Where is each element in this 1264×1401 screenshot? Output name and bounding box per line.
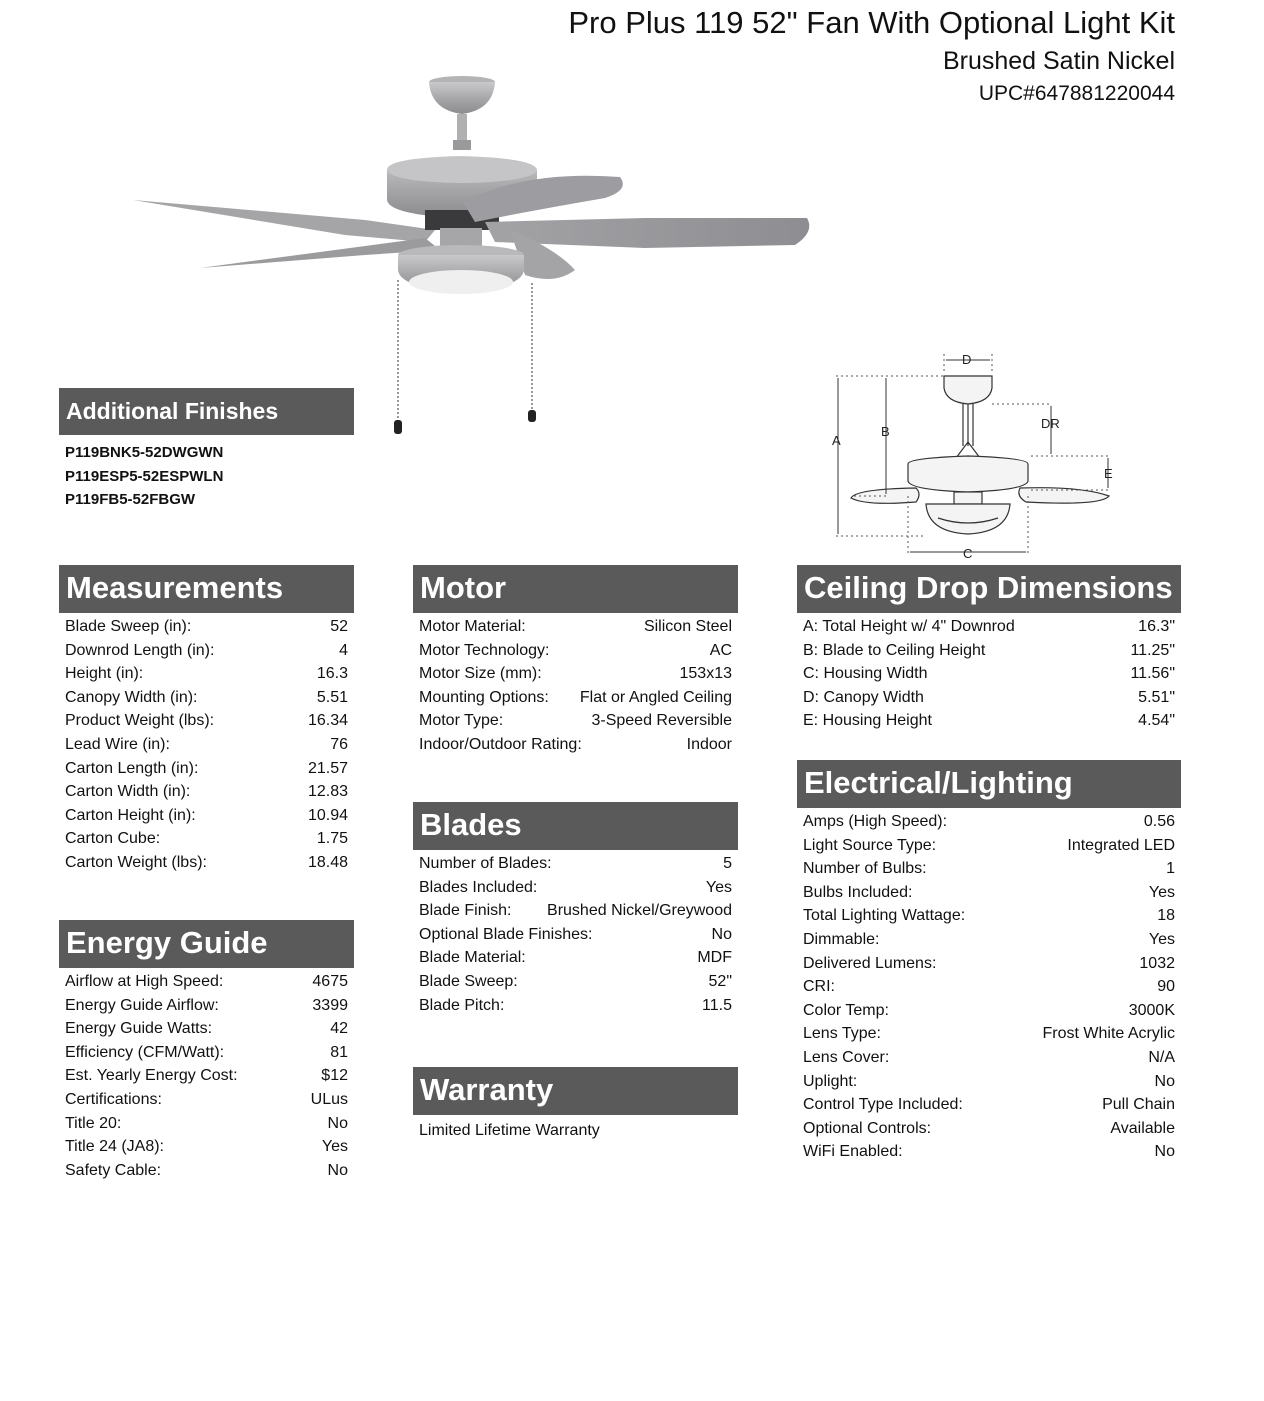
spec-row <box>65 686 348 710</box>
spec-value: 18 <box>1157 907 1175 925</box>
finish-subtitle: Brushed Satin Nickel <box>942 47 1175 75</box>
measurements-section <box>59 565 354 875</box>
spec-value: Available <box>1110 1119 1175 1137</box>
measurements-heading: Measurements <box>59 565 354 613</box>
spec-row <box>65 851 348 875</box>
page-title: Pro Plus 119 52" Fan With Optional Light Kit <box>568 5 1175 40</box>
spec-row <box>803 686 1175 710</box>
spec-row <box>65 1088 348 1112</box>
additional-finishes-heading: Additional Finishes <box>59 388 354 435</box>
spec-value: AC <box>709 641 732 659</box>
spec-row <box>803 975 1175 999</box>
diagram-label-b: B <box>881 424 890 439</box>
spec-row <box>65 1112 348 1136</box>
spec-value: MDF <box>697 949 732 967</box>
spec-row <box>65 780 348 804</box>
spec-label: Downrod Length (in): <box>65 641 215 659</box>
spec-label: Blade Sweep: <box>419 972 518 990</box>
spec-label: Carton Cube: <box>65 830 161 848</box>
spec-value: 76 <box>330 735 348 753</box>
spec-value: No <box>1154 1143 1175 1161</box>
spec-row <box>803 1117 1175 1141</box>
ceiling-drop-heading: Ceiling Drop Dimensions <box>797 565 1181 613</box>
spec-value: 42 <box>330 1020 348 1038</box>
finish-item: P119FB5-52FBGW <box>65 491 196 508</box>
spec-label: Amps (High Speed): <box>803 813 948 830</box>
spec-label: Carton Height (in): <box>65 806 196 824</box>
electrical-section <box>797 760 1181 1164</box>
spec-label: Energy Guide Watts: <box>65 1020 213 1038</box>
spec-row <box>803 615 1175 639</box>
spec-label: Dimmable: <box>803 930 880 948</box>
dimension-diagram <box>826 346 1126 566</box>
spec-label: Delivered Lumens: <box>803 954 937 972</box>
spec-label: Carton Length (in): <box>65 759 199 777</box>
diagram-label-dr: DR <box>1041 416 1060 431</box>
spec-value: 3399 <box>312 996 348 1014</box>
spec-row <box>419 994 732 1018</box>
spec-label: Mounting Options: <box>419 688 549 706</box>
spec-value: 52" <box>708 972 732 990</box>
spec-value: 4675 <box>312 973 348 990</box>
spec-value: 4 <box>339 641 348 659</box>
spec-label: Number of Blades: <box>419 855 552 872</box>
spec-label: Uplight: <box>803 1072 858 1090</box>
blades-heading: Blades <box>413 802 738 850</box>
blades-table <box>413 852 738 1017</box>
spec-value: 16.3" <box>1138 618 1175 635</box>
spec-row <box>419 876 732 900</box>
spec-value: 11.5 <box>702 996 732 1014</box>
motor-section <box>413 565 738 757</box>
spec-value: Silicon Steel <box>643 618 732 635</box>
spec-row <box>65 1159 348 1183</box>
spec-label: Height (in): <box>65 665 144 683</box>
spec-label: Total Lighting Wattage: <box>803 907 966 925</box>
energy-guide-section <box>59 920 354 1182</box>
diagram-label-e: E <box>1104 466 1113 481</box>
spec-label: D: Canopy Width <box>803 688 924 706</box>
finish-item: P119BNK5-52DWGWN <box>65 444 224 461</box>
spec-label: B: Blade to Ceiling Height <box>803 641 986 659</box>
spec-label: Indoor/Outdoor Rating: <box>419 735 582 753</box>
warranty-section <box>413 1067 738 1143</box>
spec-label: Blade Sweep (in): <box>65 618 192 635</box>
spec-label: Product Weight (lbs): <box>65 712 215 730</box>
spec-label: Light Source Type: <box>803 836 937 854</box>
spec-label: Optional Blade Finishes: <box>419 925 593 943</box>
spec-value: 16.3 <box>316 665 348 683</box>
spec-row <box>803 999 1175 1023</box>
spec-label: Lead Wire (in): <box>65 735 170 753</box>
spec-label: Efficiency (CFM/Watt): <box>65 1043 225 1061</box>
spec-value: 21.57 <box>307 759 348 777</box>
spec-value: 153x13 <box>679 665 732 683</box>
spec-label: Title 20: <box>65 1114 122 1132</box>
upc-code: UPC#647881220044 <box>978 82 1175 105</box>
spec-label: Motor Material: <box>419 618 526 635</box>
spec-value: 3000K <box>1128 1001 1175 1019</box>
spec-value: 5.51" <box>1138 688 1175 706</box>
spec-value: 10.94 <box>307 806 348 824</box>
spec-row <box>803 928 1175 952</box>
spec-label: Title 24 (JA8): <box>65 1138 164 1156</box>
ceiling-drop-table <box>797 615 1181 733</box>
spec-label: Canopy Width (in): <box>65 688 198 706</box>
diagram-label-d: D <box>962 352 972 367</box>
spec-label: CRI: <box>803 978 835 996</box>
spec-value: 52 <box>330 618 348 635</box>
spec-row <box>65 639 348 663</box>
spec-value: $12 <box>321 1067 348 1085</box>
spec-value: No <box>711 925 732 943</box>
spec-label: C: Housing Width <box>803 665 928 683</box>
spec-row <box>803 709 1175 733</box>
warranty-heading: Warranty <box>413 1067 738 1115</box>
spec-value: Yes <box>705 878 732 896</box>
spec-value: No <box>327 1114 348 1132</box>
spec-value: 5 <box>723 855 732 872</box>
spec-value: Yes <box>1148 883 1175 901</box>
spec-value: No <box>1154 1072 1175 1090</box>
spec-label: Optional Controls: <box>803 1119 932 1137</box>
motor-heading: Motor <box>413 565 738 613</box>
spec-label: E: Housing Height <box>803 712 932 730</box>
electrical-heading: Electrical/Lighting <box>797 760 1181 808</box>
spec-value: 16.34 <box>307 712 348 730</box>
spec-row <box>419 946 732 970</box>
spec-label: Number of Bulbs: <box>803 860 927 878</box>
spec-row <box>419 709 732 733</box>
spec-value: 12.83 <box>307 783 348 801</box>
measurements-table <box>59 615 354 875</box>
spec-row <box>65 1017 348 1041</box>
motor-table <box>413 615 738 757</box>
spec-label: A: Total Height w/ 4" Downrod <box>803 618 1015 635</box>
spec-row <box>803 904 1175 928</box>
spec-label: Motor Technology: <box>419 641 550 659</box>
spec-label: Motor Type: <box>419 712 504 730</box>
spec-value: 5.51 <box>316 688 348 706</box>
spec-row <box>65 757 348 781</box>
spec-row <box>803 857 1175 881</box>
spec-value: 1.75 <box>316 830 348 848</box>
electrical-table <box>797 810 1181 1164</box>
spec-row <box>803 834 1175 858</box>
spec-value: Integrated LED <box>1067 836 1175 854</box>
diagram-label-a: A <box>832 433 841 448</box>
spec-label: WiFi Enabled: <box>803 1143 903 1161</box>
spec-row <box>419 615 732 639</box>
additional-finishes-section <box>59 388 354 512</box>
spec-value: ULus <box>310 1090 348 1108</box>
spec-row <box>65 733 348 757</box>
spec-row <box>419 662 732 686</box>
spec-row <box>419 923 732 947</box>
spec-row <box>803 952 1175 976</box>
spec-label: Carton Width (in): <box>65 783 191 801</box>
spec-row <box>65 1064 348 1088</box>
spec-row <box>803 1070 1175 1094</box>
blades-section <box>413 802 738 1017</box>
spec-row <box>803 810 1175 834</box>
spec-value: Frost White Acrylic <box>1042 1025 1175 1043</box>
diagram-label-c: C <box>963 546 973 561</box>
spec-value: N/A <box>1148 1048 1175 1066</box>
spec-label: Control Type Included: <box>803 1096 963 1114</box>
spec-row <box>419 970 732 994</box>
spec-row <box>803 1140 1175 1164</box>
spec-row <box>803 881 1175 905</box>
spec-value: Pull Chain <box>1102 1096 1175 1114</box>
spec-label: Lens Cover: <box>803 1048 890 1066</box>
ceiling-fan-photo <box>125 70 825 440</box>
spec-value: 1032 <box>1139 954 1175 972</box>
spec-value: Yes <box>1148 930 1175 948</box>
spec-label: Color Temp: <box>803 1001 889 1019</box>
spec-value: Brushed Nickel/Greywood <box>547 902 732 920</box>
spec-label: Blades Included: <box>419 878 538 896</box>
spec-value: 11.56" <box>1130 665 1175 683</box>
spec-label: Energy Guide Airflow: <box>65 996 219 1014</box>
spec-row <box>419 686 732 710</box>
spec-row <box>419 639 732 663</box>
warranty-text: Limited Lifetime Warranty <box>419 1122 600 1139</box>
spec-row <box>65 615 348 639</box>
energy-guide-heading: Energy Guide <box>59 920 354 968</box>
finish-list <box>59 441 354 512</box>
spec-row <box>65 804 348 828</box>
spec-value: 1 <box>1166 860 1175 878</box>
spec-row <box>65 827 348 851</box>
spec-row <box>803 639 1175 663</box>
spec-row <box>65 994 348 1018</box>
spec-value: 18.48 <box>307 853 348 871</box>
spec-row <box>65 662 348 686</box>
spec-row <box>419 733 732 757</box>
spec-value: Indoor <box>686 735 732 753</box>
spec-value: 81 <box>330 1043 348 1061</box>
spec-value: 11.25" <box>1130 641 1175 659</box>
spec-value: 3-Speed Reversible <box>591 712 732 730</box>
spec-label: Bulbs Included: <box>803 883 913 901</box>
energy-guide-table <box>59 970 354 1182</box>
spec-label: Blade Finish: <box>419 902 512 920</box>
spec-row <box>65 709 348 733</box>
spec-row <box>65 970 348 994</box>
spec-value: 0.56 <box>1143 813 1175 830</box>
spec-label: Airflow at High Speed: <box>65 973 224 990</box>
spec-row <box>65 1041 348 1065</box>
finish-item: P119ESP5-52ESPWLN <box>65 467 224 485</box>
spec-value: Flat or Angled Ceiling <box>579 688 732 706</box>
spec-label: Motor Size (mm): <box>419 665 542 683</box>
spec-label: Lens Type: <box>803 1025 881 1043</box>
spec-value: 90 <box>1157 978 1175 996</box>
spec-value: Yes <box>321 1138 348 1156</box>
spec-row <box>419 899 732 923</box>
spec-row <box>419 852 732 876</box>
spec-value: No <box>327 1161 348 1179</box>
spec-label: Carton Weight (lbs): <box>65 853 207 871</box>
spec-row <box>803 1093 1175 1117</box>
spec-label: Safety Cable: <box>65 1161 162 1179</box>
spec-label: Certifications: <box>65 1090 162 1108</box>
spec-label: Blade Pitch: <box>419 996 505 1014</box>
spec-label: Est. Yearly Energy Cost: <box>65 1067 238 1085</box>
ceiling-drop-section <box>797 565 1181 733</box>
spec-value: 4.54" <box>1138 712 1175 730</box>
spec-row <box>803 1022 1175 1046</box>
spec-row <box>803 662 1175 686</box>
spec-row <box>803 1046 1175 1070</box>
spec-label: Blade Material: <box>419 949 526 967</box>
spec-row <box>65 1135 348 1159</box>
